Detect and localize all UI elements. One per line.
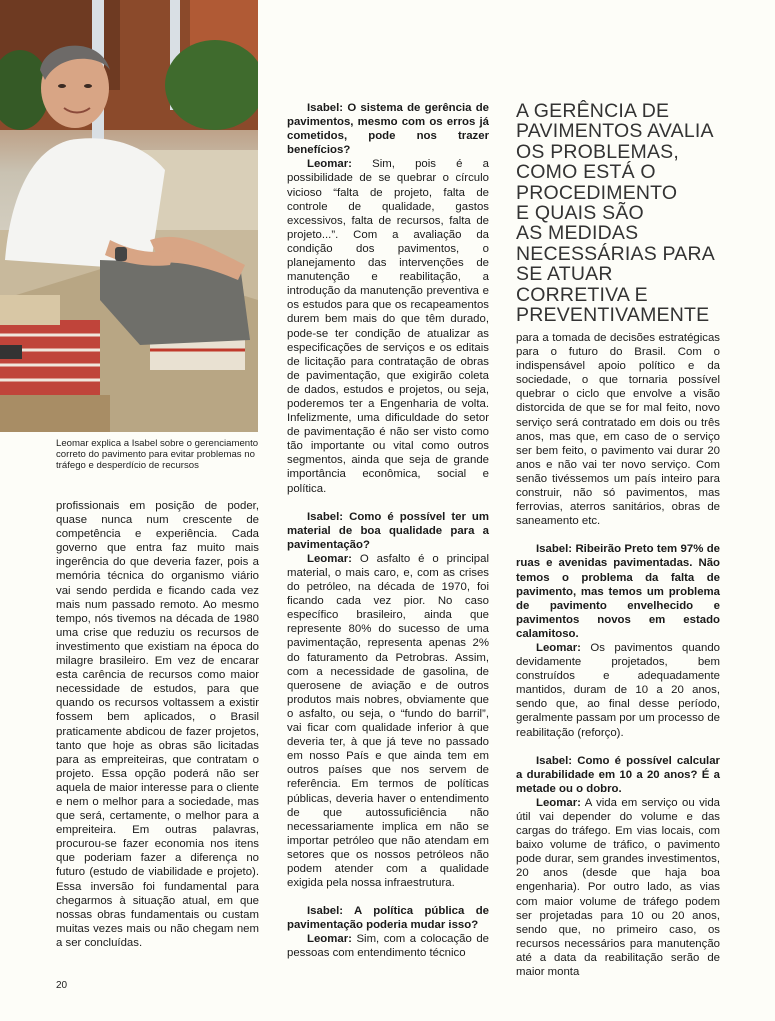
- question: Isabel: O sistema de gerência de pavimentos, mesmo com os erros já cometidos, pode nos trazer benefícios?: [287, 102, 489, 157]
- photo-illustration: [0, 0, 258, 432]
- answer: [287, 552, 489, 890]
- paragraph: para a tomada de decisões estratégicas para o futuro do Brasil. Com o indispensável apoio político e da sociedade, o que tornaria possível quebrar o ciclo que envolve a visão distorcida de que se for mal feito, novo serviço será contratado em dois ou três anos, mas que, em caso de o serviço ser bem feito, o pavimento vai durar 20 anos e não vai ter novo serviço. Com senão tivéssemos um país inteiro para construir, não só pavimentos, mas ferrovias, aterros sanitários, obras de saneamento etc.: [516, 332, 720, 528]
- pull-quote-line: E QUAIS SÃO: [516, 202, 644, 225]
- pull-quote: [516, 101, 728, 325]
- answer: [287, 932, 489, 960]
- pull-quote-line: COMO ESTÁ O: [516, 161, 656, 184]
- speaker-label: Leomar:: [536, 796, 581, 809]
- answer-text: A vida em serviço ou vida útil vai depender do volume e das cargas do tráfego. Em vias locais, com baixo volume de tráfico, o pavimento pode durar, sem grandes investimentos, 20 anos (desde que haja boa engenharia). Por outro lado, as vias com maior volume de tráfego podem ser projetadas para 10 ou 20 anos, sendo que, no primeiro caso, os recursos necessários para manutenção até a data da reabilitação serão de maior monta: [516, 796, 720, 979]
- photo-caption: Leomar explica a Isabel sobre o gerenciamento correto do pavimento para evitar problemas no tráfego e desperdício de recursos: [56, 438, 259, 471]
- answer-text: Sim, com a colocação de pessoas com entendimento técnico: [287, 933, 489, 960]
- answer-text: O asfalto é o principal material, o mais caro, e, com as crises do petróleo, na década de 1970, foi ficando cada vez pior. No caso específico brasileiro, ainda que represente 80% do sucesso de uma pavimentação, representa apenas 2% do faturamento da Petrobras. Assim, com a necessidade de gasolina, de querosene de aviação e de outros produtos mais nobres, obviamente que o asfalto, ou seja, o “fundo do barril”, vai ficar com qualidade inferior à que deveria ter, à que já teve no passado em nosso País e que ainda tem em outros países que nos servem de referência. Em termos de políticas públicas, deveria haver o entendimento de que autossuficiência não necessariamente implica em não se importar petróleo que não atendam em setores que os nossos petróleos não podem atender com a qualidade exigida pela nossa infraestrutura.: [287, 552, 489, 890]
- column-middle: [287, 101, 489, 961]
- answer-text: Sim, pois é a possibilidade de se quebrar o círculo vicioso “falta de projeto, falta de controle de qualidade, gastos excessivos, falta de recursos, falta de projeto...”. Com a avaliação da condição dos pavimentos, o planejamento das intervenções de manutenção e reabilitação, a introdução da manutenção preventiva e os estudos para que os recapeamentos durem bem mais do que têm durado, pode-se ter condição de atualizar as especificações de serviços e os editais de licitação para contratação de obras de pavimentação, que exigirão coleta de dados, estudos e projetos, ou seja, poderemos ter a Engenharia de volta. Infelizmente, uma dificuldade do setor de pavimentação é não ser visto como tão importante ou vital como outros segmentos, ainda que seja de grande importância econômica, social e política.: [287, 158, 489, 495]
- answer: [287, 157, 489, 495]
- question: Isabel: Como é possível calcular a durabilidade em 10 a 20 anos? É a metade ou o dobro.: [516, 754, 720, 795]
- speaker-label: Leomar:: [307, 933, 352, 946]
- question: Isabel: Ribeirão Preto tem 97% de ruas e avenidas pavimentadas. Não temos o problema da falta de pavimento, mas temos um problema de pavimento envelhecido e pavimentos novos em estado calamitoso.: [516, 543, 720, 640]
- column-left: [56, 499, 259, 950]
- pull-quote-line: PAVIMENTOS AVALIA: [516, 120, 714, 143]
- answer: [516, 641, 720, 740]
- pull-quote-line: AS MEDIDAS: [516, 222, 639, 245]
- answer: [516, 796, 720, 979]
- column-right: [516, 331, 720, 979]
- answer-text: Os pavimentos quando devidamente projetados, bem construídos e adequadamente mantidos, duram de 10 a 20 anos, sendo que, ao final desse período, geralmente passam por um processo de reabilitação (reforço).: [516, 641, 720, 739]
- pull-quote-line: PROCEDIMENTO: [516, 181, 678, 204]
- question: Isabel: Como é possível ter um material de boa qualidade para a pavimentação?: [287, 510, 489, 551]
- question: Isabel: A política pública de pavimentação poderia mudar isso?: [287, 905, 489, 932]
- pull-quote-line: NECESSÁRIAS PARA: [516, 242, 715, 265]
- speaker-label: Leomar:: [307, 552, 352, 565]
- interview-photo: [0, 0, 258, 432]
- speaker-label: Leomar:: [307, 158, 352, 171]
- pull-quote-line: PREVENTIVAMENTE: [516, 304, 710, 327]
- paragraph: profissionais em posição de poder, quase nunca num crescente de competência e experiência. Cada governo que entra faz muito mais ingerência do que deveria fazer, pois a memória técnica do organismo viário vai sendo perdida e ficando cada vez mais num passado remoto. Ao mesmo tempo, nós tivemos na década de 1980 uma crise que reduziu os recursos de investimento que existiam na época do milagre brasileiro. Em vez de encarar esta carência de recursos como maior necessidade de estudos, para que quando os recursos voltassem a existir fossem bem aplicados, o Brasil praticamente abdicou de fazer projetos, tanto que hoje as obras são licitadas para as empreiteiras, que contratam o projeto. Essa opção poderá não ser aquela de maior interesse para o cliente e nem o melhor para a sociedade, mas que será, certamente, o melhor para a empreiteira. Em outras palavras, procurou-se fazer economia nos itens que poderiam fazer a diferença no futuro (estudo de viabilidade e projeto). Essa inversão foi fundamental para chegarmos à situação atual, em que nossas obras fundamentais ou custam muitas vezes mais ou não chegam nem a ser concluídas.: [56, 500, 259, 949]
- speaker-label: Leomar:: [536, 641, 581, 654]
- pull-quote-line: A GERÊNCIA DE: [516, 100, 670, 122]
- pull-quote-line: OS PROBLEMAS,: [516, 140, 679, 163]
- page-number: 20: [56, 980, 68, 991]
- pull-quote-line: SE ATUAR CORRETIVA E: [516, 263, 648, 306]
